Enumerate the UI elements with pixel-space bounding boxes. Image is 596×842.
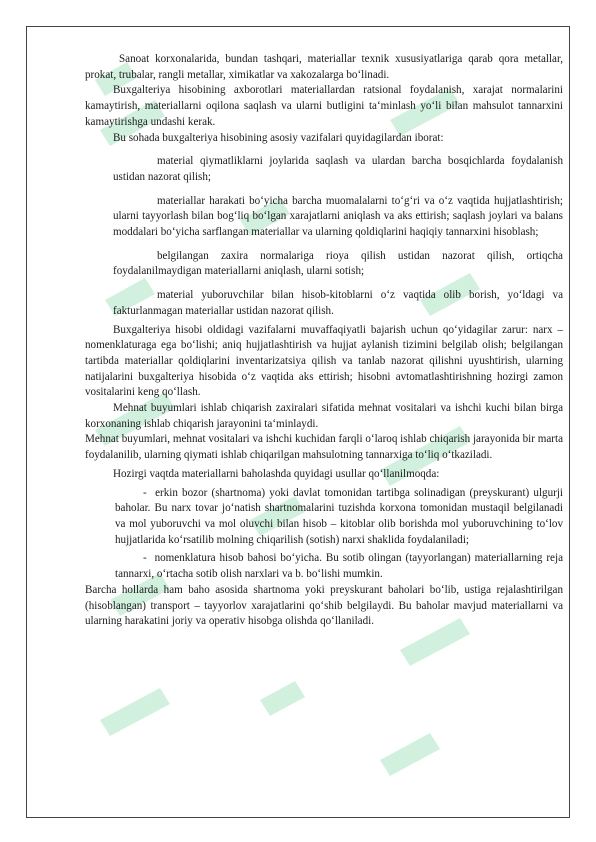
- list-item: material qiymatliklarni joylarida saqlash va ulardan barcha bosqichlarda foydalanish ustidan nazorat qilish;: [113, 155, 563, 183]
- list-item: material yuboruvchilar bilan hisob-kitoblarni o‘z vaqtida olib borish, yo‘ldagi va fakturlanmagan materiallar ustidan nazorat qilish.: [113, 289, 563, 317]
- list-item: materiallar harakati bo‘yicha barcha muomalalarni to‘g‘ri va o‘z vaqtida hujjatlashtirish; ularni tayyorlash bilan bog‘liq bo‘lgan xarajatlarni aniqlash va aks ettirish; saqlash joylari va balans moddalari bo‘yicha sarflangan materiallar va ularning qoldiqlarini haqiqiy tannarxini hisoblash;: [113, 194, 563, 239]
- paragraph-1: Sanoat korxonalarida, bundan tashqari, materiallar texnik xususiyatlariga qarab qora metallar, prokat, trubalar, rangli metallar, ximikatlar va xakozalarga bo‘linadi.: [85, 53, 563, 81]
- list-item: - nomenklatura hisob bahosi bo‘yicha. Bu sotib olingan (tayyorlangan) materiallarning reja tannarxi, o‘rtacha sotib olish narxlari va b. bo‘lishi mumkin.: [115, 552, 563, 581]
- dash-icon: -: [143, 552, 147, 565]
- paragraph-6: Mehnat buyumlari, mehnat vositalari va ishchi kuchidan farqli o‘laroq ishlab chiqarish jarayonida bir marta foydalanilib, ularning qiymati ishlab chiqarilgan mahsulotning tannarxiga to‘liq o‘tkaziladi.: [85, 433, 563, 462]
- list-item: - erkin bozor (shartnoma) yoki davlat tomonidan tartibga solinadigan (preyskurant) ulgurji baholar. Bu narx tovar jo‘natish shartnomalarini tuzishda korxona tomonidan mustaqil belgilanadi va mol yuboruvchi va mol oluvchi bilan hisob – kitoblar olib borishda mol yuboruvchining to‘lov hujjatlarida ko‘rsatilib molning chiqarilish (sotish) narxi shaklida foydalaniladi;: [115, 486, 564, 546]
- dash-icon: -: [143, 486, 147, 499]
- paragraph-7: Hozirgi vaqtda materiallarni baholashda quyidagi usullar qo‘llanilmoqda:: [113, 467, 440, 480]
- paragraph-2: Buxgalteriya hisobining axborotlari materiallardan ratsional foydalanish, xarajat normalarini kamaytirish, materiallarni oqilona saqlash va ularni butligini ta‘minlash yo‘li bilan mahsulot tannarxini kamaytirishga undashi kerak.: [85, 84, 563, 128]
- document-body: [85, 52, 563, 630]
- paragraph-3: Bu sohada buxgalteriya hisobining asosiy vazifalari quyidagilardan iborat:: [113, 131, 444, 144]
- paragraph-8: Barcha hollarda ham baho asosida shartnoma yoki preyskurant baholari bo‘lib, ustiga rejalashtirilgan (hisoblangan) transport – tayyorlov xarajatlarini qo‘shib belgilaydi. Bu baholar mavjud materiallarni va ularning harakatini joriy va operativ hisobga olishda qo‘llaniladi.: [85, 583, 563, 628]
- paragraph-4: Buxgalteriya hisobi oldidagi vazifalarni muvaffaqiyatli bajarish uchun qo‘yidagilar zarur: narx – nomenklaturaga ega bo‘lishi; aniq hujjatlashtirish va hujjat aylanish tizimini belgilab olish; belgilangan tartibda materiallar qoldiqlarini inventarizatsiya qilish va tanlab nazorat qilishni uyushtirish, ularning natijalarini buxgalteriya hisobida o‘z vaqtida aks ettirish; hisobni avtomatlashtirishning hozirgi zamon vositalarini keng qo‘llash.: [85, 323, 563, 399]
- list-item: belgilangan zaxira normalariga rioya qilish ustidan nazorat qilish, ortiqcha foydalanilmaydigan materiallarni aniqlash, ularni sotish;: [113, 249, 563, 278]
- paragraph-5: Mehnat buyumlari ishlab chiqarish zaxiralari sifatida mehnat vositalari va ishchi kuchi bilan birga korxonaning ishlab chiqarish jarayonini ta‘minlaydi.: [85, 402, 563, 430]
